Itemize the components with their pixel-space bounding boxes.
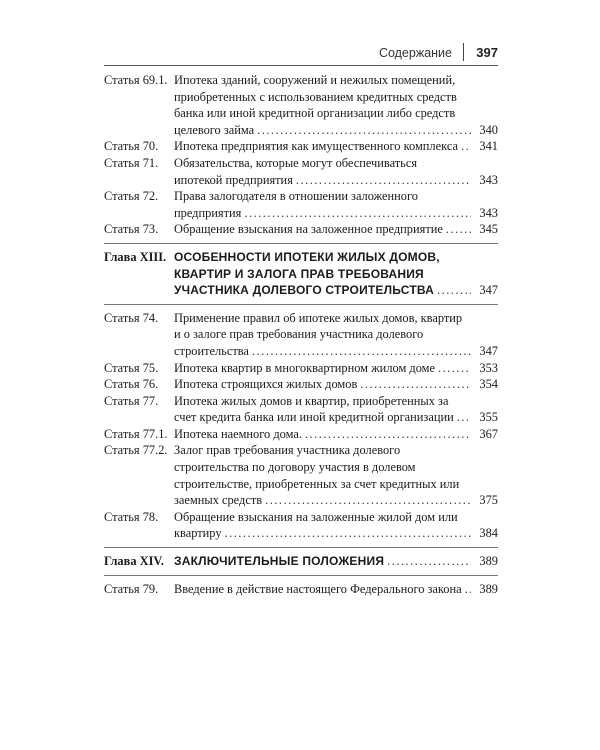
toc-entry-title-line: целевого займа xyxy=(174,122,255,137)
toc-entry-page: 341 xyxy=(479,139,498,154)
toc-entry-title-line: УЧАСТНИКА ДОЛЕВОГО СТРОИТЕЛЬСТВА xyxy=(174,283,435,298)
leader-dots xyxy=(244,205,471,222)
toc-entry-title-line: ЗАКЛЮЧИТЕЛЬНЫЕ ПОЛОЖЕНИЯ xyxy=(174,554,385,569)
toc-entry-label: Статья 70. xyxy=(104,139,159,154)
toc-entry-title-line: Ипотека зданий, сооружений и нежилых помещений, xyxy=(174,73,456,87)
toc-entry-title-line: Обращение взыскания на заложенное предприятие xyxy=(174,222,443,237)
toc-entry-page: 389 xyxy=(479,581,498,596)
section-divider xyxy=(104,575,498,576)
toc-entry-title-line: ОСОБЕННОСТИ ИПОТЕКИ ЖИЛЫХ ДОМОВ, xyxy=(174,249,440,264)
leader-dots xyxy=(465,581,471,598)
toc-entry-label: Статья 77.1. xyxy=(104,426,168,441)
toc-entry-title-line: строительства по договору участия в долевом xyxy=(174,460,416,475)
toc-entry-title-line: строительстве, приобретенных за счет кредитных или xyxy=(174,476,460,491)
toc-entry-label: Статья 71. xyxy=(104,155,159,170)
toc-entry-label: Статья 77.2. xyxy=(104,443,168,458)
leader-dots xyxy=(461,138,471,155)
toc-entry-label: Статья 69.1. xyxy=(104,73,168,87)
toc-entry-title-line: строительства xyxy=(174,343,249,358)
toc-entry-article-79 xyxy=(104,581,498,598)
toc-entry-label: Статья 75. xyxy=(104,360,159,375)
table-of-contents xyxy=(104,72,498,597)
running-header xyxy=(104,42,498,66)
running-header-title: Содержание xyxy=(378,46,452,60)
toc-entry-title-line: ипотекой предприятия xyxy=(174,172,293,187)
section-divider xyxy=(104,243,498,244)
toc-entry-title-line: Права залогодателя в отношении заложенного xyxy=(174,189,418,204)
toc-entry-title-line: Введение в действие настоящего Федерального закона xyxy=(174,581,462,596)
leader-dots xyxy=(257,122,471,139)
toc-entry-page: 345 xyxy=(479,222,498,237)
leader-dots xyxy=(437,282,471,299)
section-divider xyxy=(104,304,498,305)
leader-dots xyxy=(252,343,471,360)
toc-entry-article-72 xyxy=(104,188,498,221)
leader-dots xyxy=(446,221,471,238)
toc-entry-label: Глава XIV. xyxy=(104,554,164,569)
toc-entry-title-line: счет кредита банка или иной кредитной организации xyxy=(174,410,454,425)
toc-entry-article-77-1 xyxy=(104,426,498,443)
toc-entry-label: Статья 73. xyxy=(104,222,159,237)
leader-dots xyxy=(438,360,471,377)
leader-dots xyxy=(265,492,471,509)
leader-dots xyxy=(457,409,471,426)
toc-entry-title-line: приобретенных с использованием кредитных средств xyxy=(174,89,457,104)
toc-entry-title-line: Обязательства, которые могут обеспечиваться xyxy=(174,155,418,170)
toc-entry-title-line: Залог прав требования участника долевого xyxy=(174,443,401,458)
toc-entry-label: Статья 72. xyxy=(104,189,159,204)
toc-entry-title-line: КВАРТИР И ЗАЛОГА ПРАВ ТРЕБОВАНИЯ xyxy=(174,266,424,281)
toc-entry-article-73 xyxy=(104,221,498,238)
toc-entry-page: 355 xyxy=(479,410,498,425)
leader-dots xyxy=(360,376,471,393)
page-number: 397 xyxy=(476,45,498,60)
leader-dots xyxy=(296,172,471,189)
toc-entry-page: 353 xyxy=(479,360,498,375)
toc-entry-page: 354 xyxy=(479,377,498,392)
toc-entry-article-75 xyxy=(104,360,498,377)
toc-entry-label: Статья 77. xyxy=(104,393,159,408)
toc-entry-label: Статья 79. xyxy=(104,581,159,596)
toc-entry-page: 347 xyxy=(479,343,498,358)
toc-entry-label: Статья 74. xyxy=(104,310,159,325)
toc-entry-page: 343 xyxy=(479,205,498,220)
toc-entry-article-76 xyxy=(104,376,498,393)
toc-entry-title-line: квартиру xyxy=(174,526,222,541)
leader-dots xyxy=(305,426,471,443)
toc-entry-page: 340 xyxy=(479,122,498,137)
toc-entry-page: 375 xyxy=(479,493,498,508)
toc-entry-article-77-2 xyxy=(104,442,498,508)
toc-entry-article-78 xyxy=(104,509,498,542)
toc-entry-article-69-1 xyxy=(104,72,498,138)
toc-entry-chapter-13 xyxy=(104,249,498,299)
toc-entry-label: Статья 78. xyxy=(104,509,159,524)
leader-dots xyxy=(387,553,471,570)
toc-entry-page: 389 xyxy=(479,554,498,569)
toc-entry-chapter-14 xyxy=(104,553,498,570)
leader-dots xyxy=(225,525,471,542)
toc-entry-page: 384 xyxy=(479,526,498,541)
toc-entry-title-line: Ипотека жилых домов и квартир, приобретенных за xyxy=(174,393,449,408)
toc-entry-article-71 xyxy=(104,155,498,188)
toc-entry-page: 347 xyxy=(479,283,498,298)
toc-entry-title-line: Ипотека наемного дома. xyxy=(174,426,302,441)
toc-entry-title-line: предприятия xyxy=(174,205,242,220)
toc-entry-article-74 xyxy=(104,310,498,360)
toc-entry-title-line: Ипотека квартир в многоквартирном жилом доме xyxy=(174,360,436,375)
toc-entry-label: Глава XIII. xyxy=(104,249,167,264)
toc-entry-title-line: Ипотека строящихся жилых домов xyxy=(174,377,358,392)
toc-entry-title-line: и о залоге прав требования участника долевого xyxy=(174,327,424,342)
toc-entry-article-70 xyxy=(104,138,498,155)
toc-entry-page: 343 xyxy=(479,172,498,187)
toc-entry-title-line: Обращение взыскания на заложенные жилой дом или xyxy=(174,509,458,524)
toc-entry-title-line: Применение правил об ипотеке жилых домов, квартир xyxy=(174,310,463,325)
toc-entry-page: 367 xyxy=(479,426,498,441)
toc-entry-title-line: Ипотека предприятия как имущественного комплекса xyxy=(174,139,458,154)
toc-entry-title-line: заемных средств xyxy=(174,493,263,508)
section-divider xyxy=(104,547,498,548)
header-separator xyxy=(463,43,464,61)
toc-entry-title-line: банка или иной кредитной организации либо средств xyxy=(174,106,456,121)
toc-entry-label: Статья 76. xyxy=(104,377,159,392)
toc-entry-article-77 xyxy=(104,393,498,426)
header-rule xyxy=(104,65,498,66)
